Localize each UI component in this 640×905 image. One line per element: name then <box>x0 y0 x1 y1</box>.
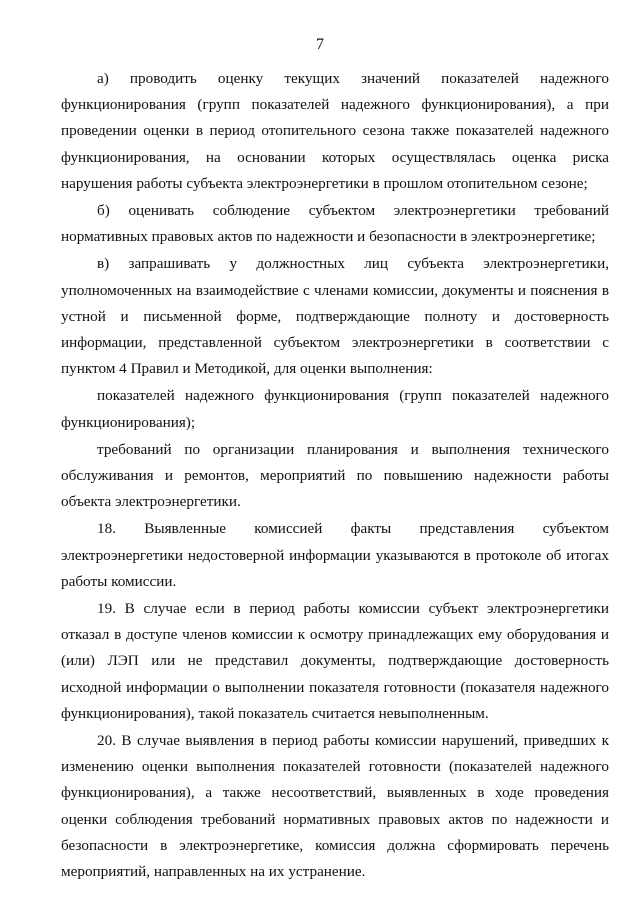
paragraph-subitem-requirements: требований по организации планирования и выполнения технического обслуживания и ремонтов, мероприятий по повышению надежности работы объекта электроэнергетики. <box>61 440 609 511</box>
paragraph-19: 19. В случае если в период работы комиссии субъект электроэнергетики отказал в доступе членов комиссии к осмотру принадлежащих ему оборудования и (или) ЛЭП или не представил документы, подтверждающие достоверность исходной информации о выполнении показателя готовности (показателя надежного функционирования), такой показатель считается невыполненным. <box>61 600 609 722</box>
paragraph-18: 18. Выявленные комиссией факты представления субъектом электроэнергетики недостоверной информации указываются в протоколе об итогах работы комиссии. <box>61 520 609 590</box>
paragraph-item-b: б) оценивать соблюдение субъектом электроэнергетики требований нормативных правовых актов по надежности и безопасности в электроэнергетике; <box>61 202 609 246</box>
paragraph-item-v: в) запрашивать у должностных лиц субъекта электроэнергетики, уполномоченных на взаимодействие с членами комиссии, документы и пояснения в устной и письменной форме, подтверждающие полноту и достоверность информации, представленной субъектом электроэнергетики в соответствии с пунктом 4 Правил и Методикой, для оценки выполнения: <box>61 255 609 378</box>
page-number: 7 <box>316 36 324 53</box>
paragraph-20: 20. В случае выявления в период работы комиссии нарушений, приведших к изменению оценки выполнения показателей готовности (показателей надежного функционирования), а также несоответствий, выявленных в ходе проведения оценки соблюдения требований нормативных правовых актов по надежности и безопасности в электроэнергетике, комиссия должна сформировать перечень мероприятий, направленных на их устранение. <box>61 732 609 881</box>
document-body <box>61 66 609 885</box>
paragraph-subitem-indicators: показателей надежного функционирования (групп показателей надежного функционирования); <box>61 387 609 431</box>
paragraph-item-a: а) проводить оценку текущих значений показателей надежного функционирования (групп показателей надежного функционирования), а при проведении оценки в период отопительного сезона также показателей надежного функционирования, на основании которых осуществлялась оценка риска нарушения работы субъекта электроэнергетики в прошлом отопительном сезоне; <box>61 70 609 192</box>
